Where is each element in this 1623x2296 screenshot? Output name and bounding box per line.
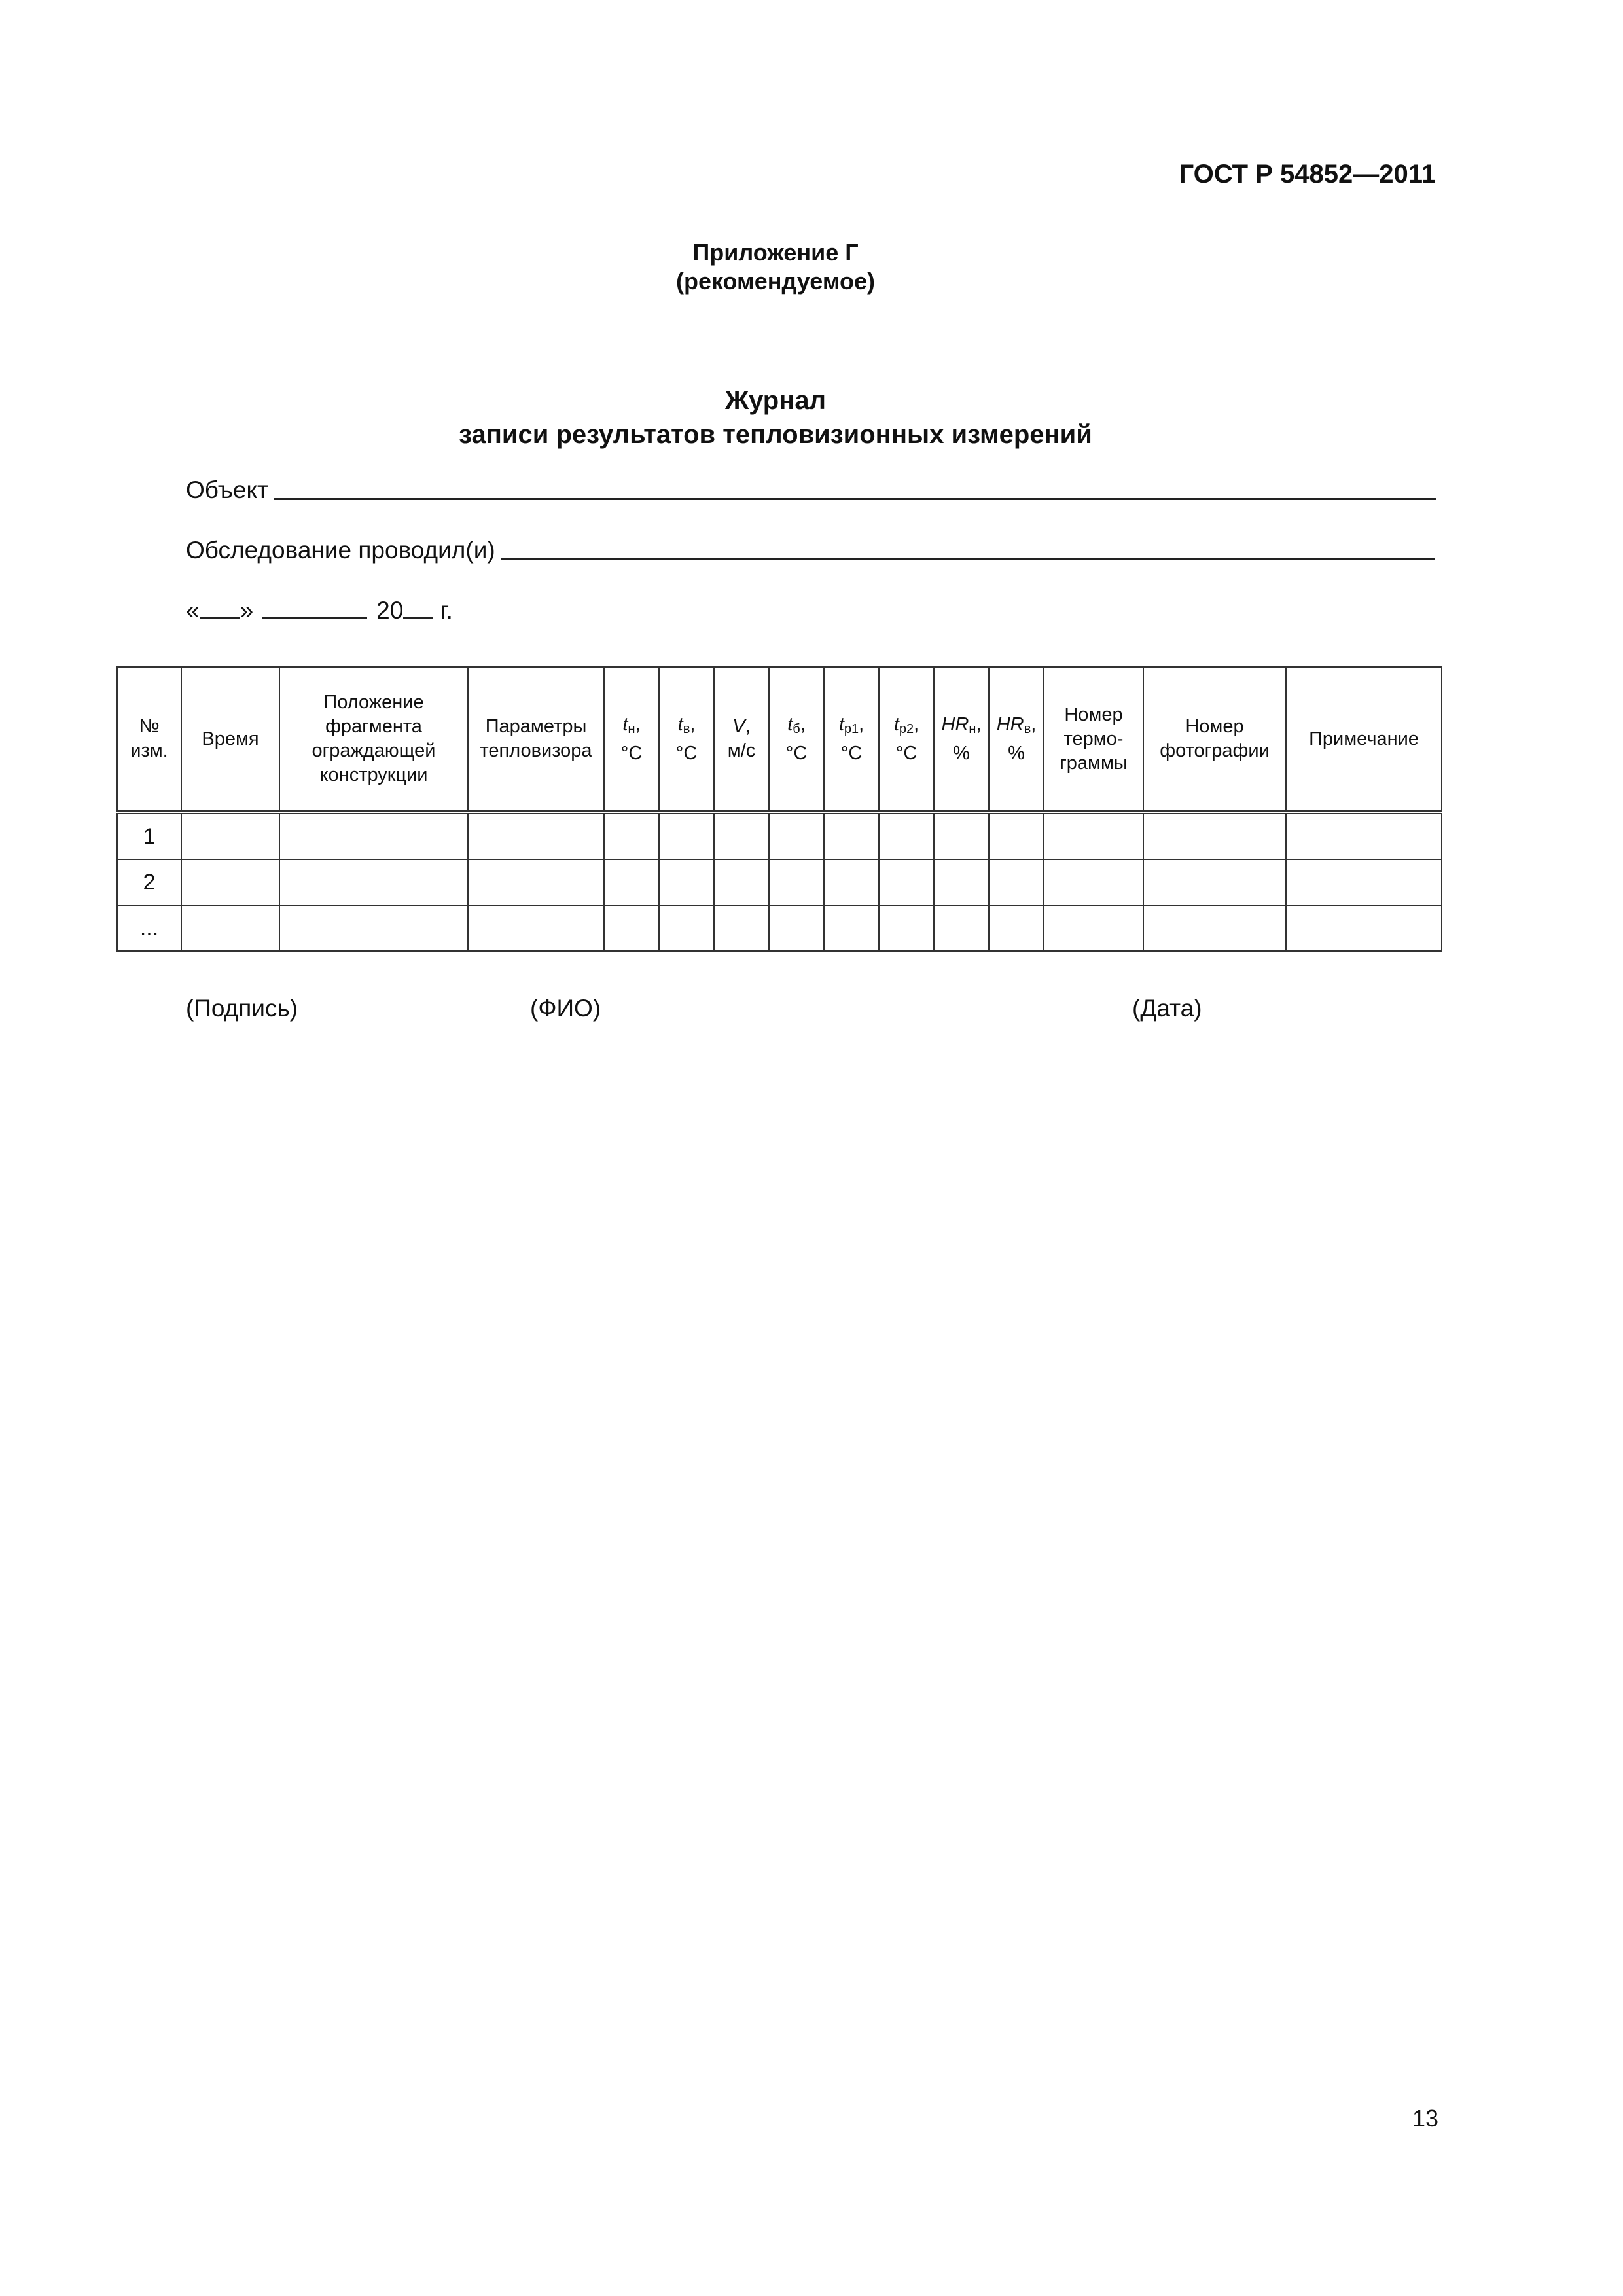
col-time: Время [181,667,279,812]
col-tn: $t_н$, °C [604,667,659,812]
date-field [186,597,453,624]
journal-title-line2: записи результатов тепловизионных измерений [459,420,1092,449]
col-tb: $t_б$, °C [769,667,824,812]
table-row [117,905,1442,951]
col-note: Примечание [1286,667,1442,812]
table-row [117,812,1442,859]
surveyor-field [186,537,1435,564]
col-number: № изм. [117,667,181,812]
col-tp1: $t_{р1}$, °C [824,667,879,812]
month-blank [262,598,367,619]
date-caption: (Дата) [1132,995,1202,1022]
row-number: 2 [117,859,181,905]
table-header-row [117,667,1442,812]
date-close-quote: » [240,597,254,624]
year-suffix: г. [440,597,453,624]
surveyor-blank-line [501,552,1435,560]
year-prefix: 20 [376,597,404,624]
object-label: Объект [186,476,268,503]
object-field [186,476,1436,504]
col-wind-speed: V, м/с [714,667,769,812]
col-hrn: $HR_н$, % [934,667,989,812]
page-number: 13 [1412,2105,1438,2132]
annex-title: Приложение Г [692,239,859,266]
col-position: Положение фрагмента ограждающей конструкции [279,667,468,812]
year-blank [403,598,433,619]
signature-caption: (Подпись) [186,995,298,1022]
col-imager-params: Параметры тепловизора [468,667,604,812]
name-caption: (ФИО) [530,995,601,1022]
col-hrv: $HR_в$, % [989,667,1044,812]
day-blank [200,598,240,619]
object-blank-line [274,492,1436,500]
date-open-quote: « [186,597,200,624]
col-photo-number: Номер фотографии [1143,667,1286,812]
col-thermogram-number: Номер термо- граммы [1044,667,1143,812]
col-tp2: $t_{р2}$, °C [879,667,934,812]
standard-code: ГОСТ Р 54852—2011 [1179,160,1436,188]
table-row [117,859,1442,905]
journal-title-line1: Журнал [724,386,827,415]
annex-status: (рекомендуемое) [676,268,875,295]
surveyor-label: Обследование проводил(и) [186,537,495,564]
measurement-journal-table [116,666,1442,952]
journal-title [0,384,1551,452]
annex-heading [0,238,1551,296]
row-number: 1 [117,812,181,859]
col-tv: $t_в$, °C [659,667,714,812]
row-number: ... [117,905,181,951]
